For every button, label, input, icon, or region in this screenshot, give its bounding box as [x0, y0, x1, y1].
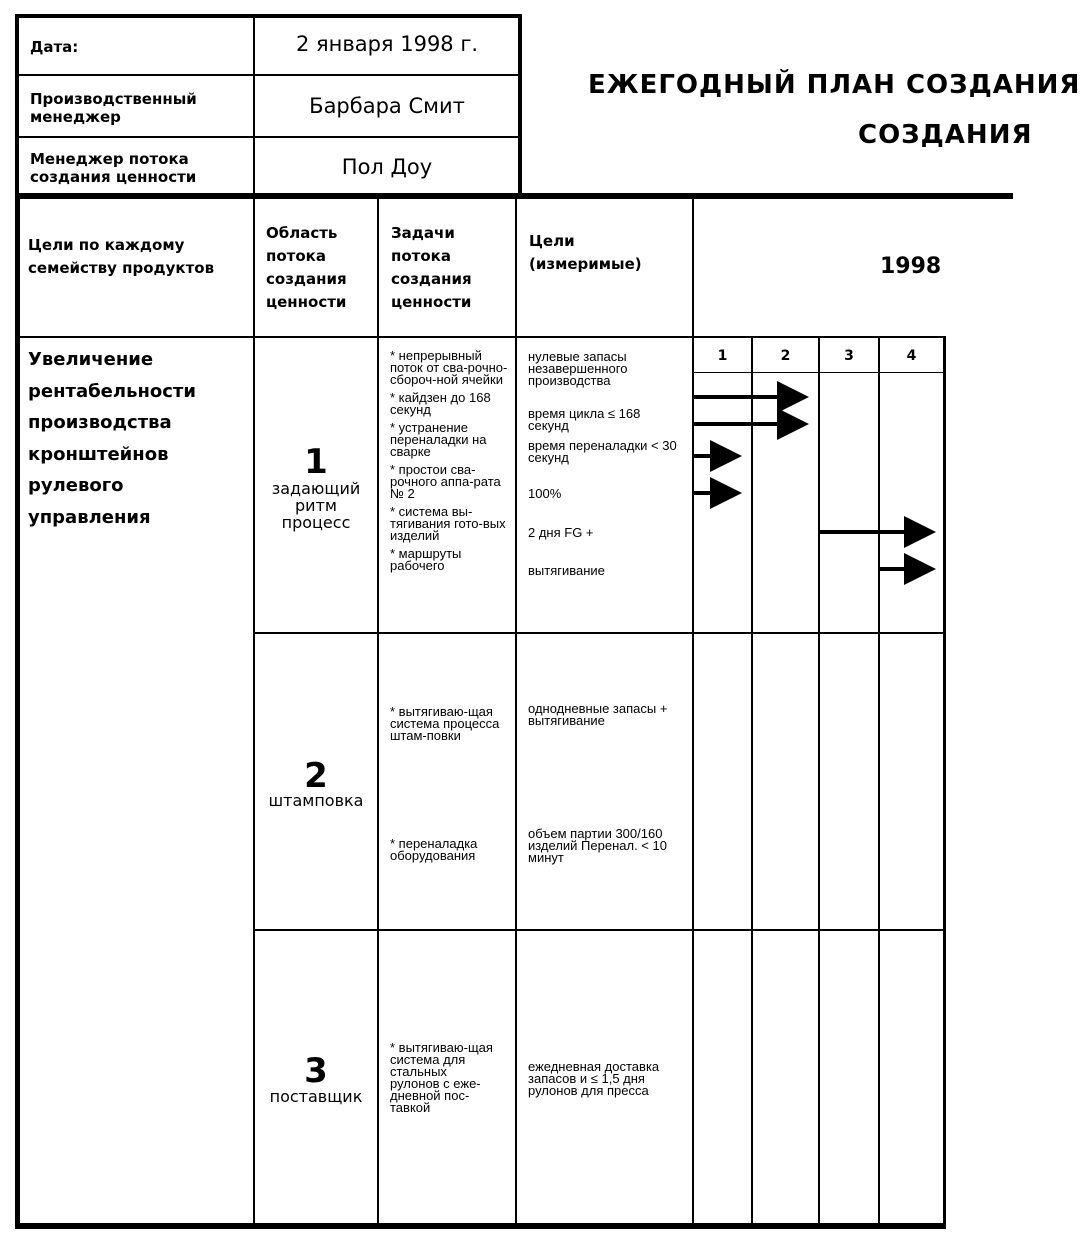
family-goal-line: производства: [28, 412, 172, 433]
task-item: * простои сва-рочного аппа-рата № 2: [390, 462, 501, 501]
quarter-4-label: 4: [906, 348, 917, 364]
area-1-number: 1: [304, 442, 328, 482]
task-item: * кайдзен до 168 секунд: [390, 390, 491, 417]
area-2-target-2: объем партии 300/160 изделий Перенал. < 10 минут: [528, 826, 667, 865]
family-goal-line: Увеличение: [28, 349, 154, 370]
col-header-targets: Цели (измеримые): [529, 232, 642, 273]
family-goal-line: рентабельности: [28, 380, 196, 402]
date-label: Дата:: [30, 38, 79, 56]
area-1-target-2: время цикла ≤ 168 секунд: [528, 406, 641, 433]
col-header-area: Область потока создания ценности: [266, 224, 347, 311]
quarter-3-label: 3: [844, 348, 854, 364]
plan-title-line2: СОЗДАНИЯ: [858, 120, 1033, 150]
family-goal-line: управления: [28, 506, 151, 528]
date-value: 2 января 1998 г.: [295, 32, 479, 56]
plan-title-line1: ЕЖЕГОДНЫЙ ПЛАН СОЗДАНИЯ: [588, 70, 1080, 100]
task-item: * система вы-тягивания гото-вых изделий: [390, 504, 506, 543]
year-label: 1998: [880, 254, 942, 279]
area-1-name: задающий ритм процесс: [271, 479, 361, 532]
area-3-number: 3: [304, 1051, 328, 1091]
area-2-number: 2: [304, 756, 328, 796]
area-1-target-5: 2 дня FG +: [528, 525, 594, 540]
area-3-name: поставщик: [269, 1087, 363, 1106]
area-2-task-2: * переналадка оборудования: [390, 836, 478, 863]
area-1-target-1: нулевые запасы незавершенного производства: [528, 349, 628, 388]
area-1-tasks: [390, 350, 508, 572]
prod-manager-value: Барбара Смит: [309, 94, 465, 118]
area-3-target-1: ежедневная доставка запасов и ≤ 1,5 дня рулонов для пресса: [528, 1059, 660, 1098]
area-1-target-3: время переналадки < 30 секунд: [528, 438, 677, 465]
prod-manager-label: Производственный менеджер: [30, 90, 197, 126]
area-1-target-4: 100%: [528, 486, 562, 501]
col-header-goals: Цели по каждому семейству продуктов: [28, 236, 215, 277]
area-1-target-6: вытягивание: [528, 563, 605, 578]
task-item: * устранение переналадки на сварке: [390, 420, 487, 459]
task-item: * непрерывный поток от сва-рочно-сбороч-ной ячейки: [390, 348, 508, 387]
family-goal: [28, 344, 248, 533]
area-2-name: штамповка: [268, 791, 364, 810]
col-header-tasks: Задачи потока создания ценности: [391, 224, 472, 311]
family-goal-line: рулевого: [28, 475, 124, 496]
quarter-2-label: 2: [780, 348, 791, 364]
area-2-target-1: однодневные запасы + вытягивание: [528, 701, 668, 728]
vsm-label: Менеджер потока создания ценности: [30, 150, 197, 186]
task-item: * маршруты рабочего: [390, 546, 462, 573]
area-2-task-1: * вытягиваю-щая система процесса штам-повки: [390, 704, 500, 743]
quarter-1-label: 1: [717, 348, 728, 364]
vsm-value: Пол Доу: [341, 155, 433, 179]
area-3-task-1: * вытягиваю-щая система для стальных рулонов с еже-дневной пос-тавкой: [390, 1040, 493, 1115]
family-goal-line: кронштейнов: [28, 443, 169, 465]
